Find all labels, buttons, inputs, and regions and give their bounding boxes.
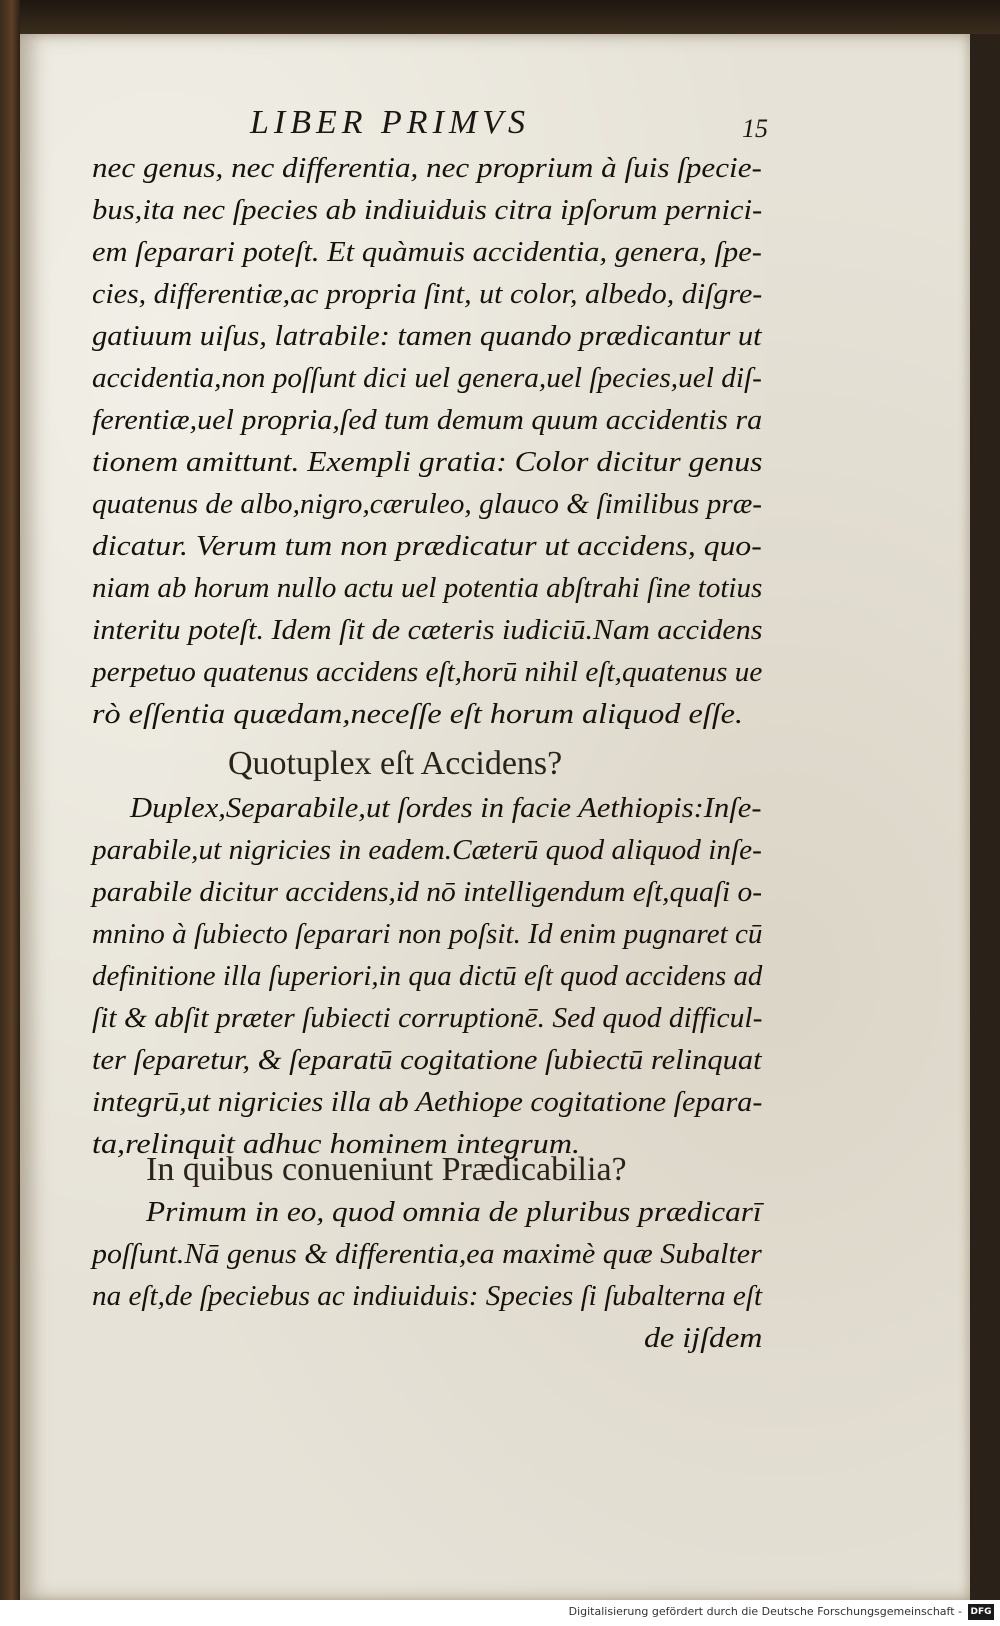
text-line: definitione illa ſuperiori,in qua dictū eſt quod accidens ad (92, 961, 763, 992)
text-line: ferentiæ,uel propria,ſed tum demum quum accidentis ra (92, 405, 763, 436)
catchword: de ijſdem (644, 1323, 763, 1354)
text-line: interitu poteſt. Idem ſit de cæteris iudiciū.Nam accidens (92, 615, 763, 646)
text-line: integrū,ut nigricies illa ab Aethiope cogitatione ſepara- (92, 1087, 763, 1118)
text-line: em ſeparari poteſt. Et quàmuis accidentia, genera, ſpe- (92, 237, 762, 268)
text-line: Duplex,Separabile,ut ſordes in facie Aethiopis:Inſe- (130, 793, 762, 824)
folio-number: 15 (742, 114, 768, 143)
text-line: accidentia,non poſſunt dici uel genera,uel ſpecies,uel diſ- (92, 363, 762, 394)
text-line: niam ab horum nullo actu uel potentia abſtrahi ſine totius (92, 573, 763, 604)
text-line: mnino à ſubiecto ſeparari non poſsit. Id enim pugnaret cū (92, 919, 763, 950)
binding-left-edge (0, 0, 20, 1626)
text-line: ſit & abſit præter ſubiecti corruptionē. Sed quod difficul- (92, 1003, 763, 1034)
text-line: cies, differentiæ,ac propria ſint, ut color, albedo, diſgre- (92, 279, 763, 310)
text-line: parabile,ut nigricies in eadem.Cæterū quod aliquod inſe- (92, 835, 762, 866)
text-line: rò eſſentia quædam,neceſſe eſt horum aliquod eſſe. (92, 699, 744, 730)
dfg-logo: DFG (968, 1604, 994, 1620)
section-heading: Quotuplex eſt Accidens? (228, 745, 563, 782)
text-line: ta,relinquit adhuc hominem integrum. (92, 1129, 581, 1160)
text-line: nec genus, nec differentia, nec proprium à ſuis ſpecie- (92, 153, 762, 184)
footer-credit: Digitalisierung gefördert durch die Deutsche Forschungsgemeinschaft - (568, 1605, 962, 1618)
text-line: ter ſeparetur, & ſeparatū cogitatione ſubiectū relinquat (92, 1045, 762, 1076)
text-line: Primum in eo, quod omnia de pluribus prædicarī (146, 1197, 762, 1228)
text-line: quatenus de albo,nigro,cæruleo, glauco & ſimilibus præ- (92, 489, 763, 520)
binding-top-edge (0, 0, 1000, 34)
running-head: LIBER PRIMVS (250, 104, 530, 141)
text-line: parabile dicitur accidens,id nō intelligendum eſt,quaſi o- (92, 877, 763, 908)
text-line: na eſt,de ſpeciebus ac indiuiduis: Species ſi ſubalterna eſt (92, 1281, 763, 1312)
text-line: perpetuo quatenus accidens eſt,horū nihil eſt,quatenus ue (92, 657, 763, 688)
text-line: tionem amittunt. Exempli gratia: Color dicitur genus (92, 447, 763, 478)
text-line: poſſunt.Nā genus & differentia,ea maximè quæ Subalter (92, 1239, 762, 1270)
text-line: gatiuum uiſus, latrabile: tamen quando prædicantur ut (92, 321, 762, 352)
text-line: bus,ita nec ſpecies ab indiuiduis citra ipſorum pernici- (92, 195, 763, 226)
section-heading: In quibus conueniunt Prædicabilia? (146, 1151, 627, 1188)
text-line: dicatur. Verum tum non prædicatur ut accidens, quo- (92, 531, 762, 562)
